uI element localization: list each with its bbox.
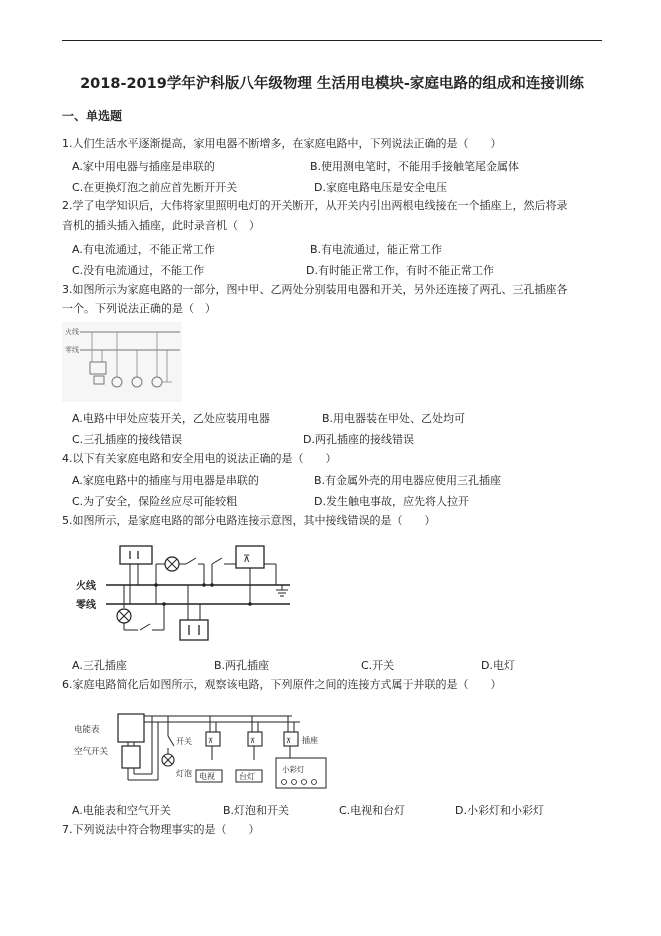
q5-neutral-label: 零线 <box>76 600 96 611</box>
q5-option-b[interactable]: B.两孔插座 <box>214 659 270 672</box>
q6-circuit-figure <box>72 702 332 794</box>
q5-circuit-figure <box>72 538 292 650</box>
q3-option-a[interactable]: A.电路中甲处应装开关，乙处应装用电器 <box>72 412 270 425</box>
q5-option-a[interactable]: A.三孔插座 <box>72 659 127 672</box>
q2-option-b[interactable]: B.有电流通过，能正常工作 <box>310 243 443 256</box>
q6-option-d[interactable]: D.小彩灯和小彩灯 <box>455 804 544 817</box>
svg-text:⊼: ⊼ <box>286 737 292 745</box>
q1-option-b[interactable]: B.使用测电笔时，不能用手接触笔尾金属体 <box>310 160 520 173</box>
q3-option-d[interactable]: D.两孔插座的接线错误 <box>303 433 414 446</box>
q1-option-d[interactable]: D.家庭电路电压是安全电压 <box>314 181 447 194</box>
q6-lamp-label: 台灯 <box>239 772 255 781</box>
q2-stem-line2: 音机的插头插入插座，此时录音机（ ） <box>62 219 260 232</box>
q3-option-c[interactable]: C.三孔插座的接线错误 <box>72 433 183 446</box>
q1-option-c[interactable]: C.在更换灯泡之前应首先断开开关 <box>72 181 238 194</box>
q6-bulb-label: 灯泡 <box>176 769 192 778</box>
q1-stem: 1.人们生活水平逐渐提高，家用电器不断增多，在家庭电路中，下列说法正确的是（ ） <box>62 137 502 150</box>
q6-option-a[interactable]: A.电能表和空气开关 <box>72 804 171 817</box>
q6-option-b[interactable]: B.灯泡和开关 <box>223 804 290 817</box>
q4-option-b[interactable]: B.有金属外壳的用电器应使用三孔插座 <box>314 474 502 487</box>
q6-option-c[interactable]: C.电视和台灯 <box>339 804 406 817</box>
svg-text:⊼: ⊼ <box>208 737 214 745</box>
q2-option-a[interactable]: A.有电流通过，不能正常工作 <box>72 243 215 256</box>
q5-live-label: 火线 <box>76 581 96 592</box>
q5-option-d[interactable]: D.电灯 <box>481 659 515 672</box>
q6-meter-label: 电能表 <box>74 725 100 735</box>
q3-stem-line2: 一个。下列说法正确的是（ ） <box>62 302 216 315</box>
q3-neutral-label: 零线 <box>65 346 79 354</box>
q7-stem: 7.下列说法中符合物理事实的是（ ） <box>62 823 260 836</box>
q3-circuit-figure <box>62 322 182 402</box>
q4-option-a[interactable]: A.家庭电路中的插座与用电器是串联的 <box>72 474 259 487</box>
q4-option-c[interactable]: C.为了安全，保险丝应尽可能较粗 <box>72 495 238 508</box>
page-title: 2018-2019学年沪科版八年级物理 生活用电模块-家庭电路的组成和连接训练 <box>80 76 584 92</box>
svg-text:⊼: ⊼ <box>243 554 251 565</box>
q6-switch-label: 开关 <box>176 737 192 746</box>
q3-live-label: 火线 <box>65 328 79 336</box>
q3-stem-line1: 3.如图所示为家庭电路的一部分，图中甲、乙两处分别装用电器和开关，另外还连接了两孔、三孔插座各 <box>62 283 568 296</box>
q6-stem: 6.家庭电路简化后如图所示，观察该电路，下列原件之间的连接方式属于并联的是（ ） <box>62 678 502 691</box>
q2-stem-line1: 2.学了电学知识后，大伟将家里照明电灯的开关断开，从开关内引出两根电线接在一个插座上，然后将录 <box>62 199 568 212</box>
q3-option-b[interactable]: B.用电器装在甲处、乙处均可 <box>322 412 466 425</box>
q5-option-c[interactable]: C.开关 <box>361 659 395 672</box>
q6-tv-label: 电视 <box>199 772 215 781</box>
q4-stem: 4.以下有关家庭电路和安全用电的说法正确的是（ ） <box>62 452 337 465</box>
q1-option-a[interactable]: A.家中用电器与插座是串联的 <box>72 160 215 173</box>
header-rule <box>62 40 602 41</box>
svg-text:⊼: ⊼ <box>250 737 256 745</box>
q6-socket-label: 插座 <box>302 736 318 745</box>
q2-option-d[interactable]: D.有时能正常工作，有时不能正常工作 <box>306 264 494 277</box>
q5-stem: 5.如图所示，是家庭电路的部分电路连接示意图，其中接线错误的是（ ） <box>62 514 436 527</box>
section-heading: 一、单选题 <box>62 109 123 123</box>
q4-option-d[interactable]: D.发生触电事故，应先将人拉开 <box>314 495 469 508</box>
q6-breaker-label: 空气开关 <box>74 747 109 757</box>
q6-lights-label: 小彩灯 <box>282 765 305 774</box>
q2-option-c[interactable]: C.没有电流通过，不能工作 <box>72 264 205 277</box>
